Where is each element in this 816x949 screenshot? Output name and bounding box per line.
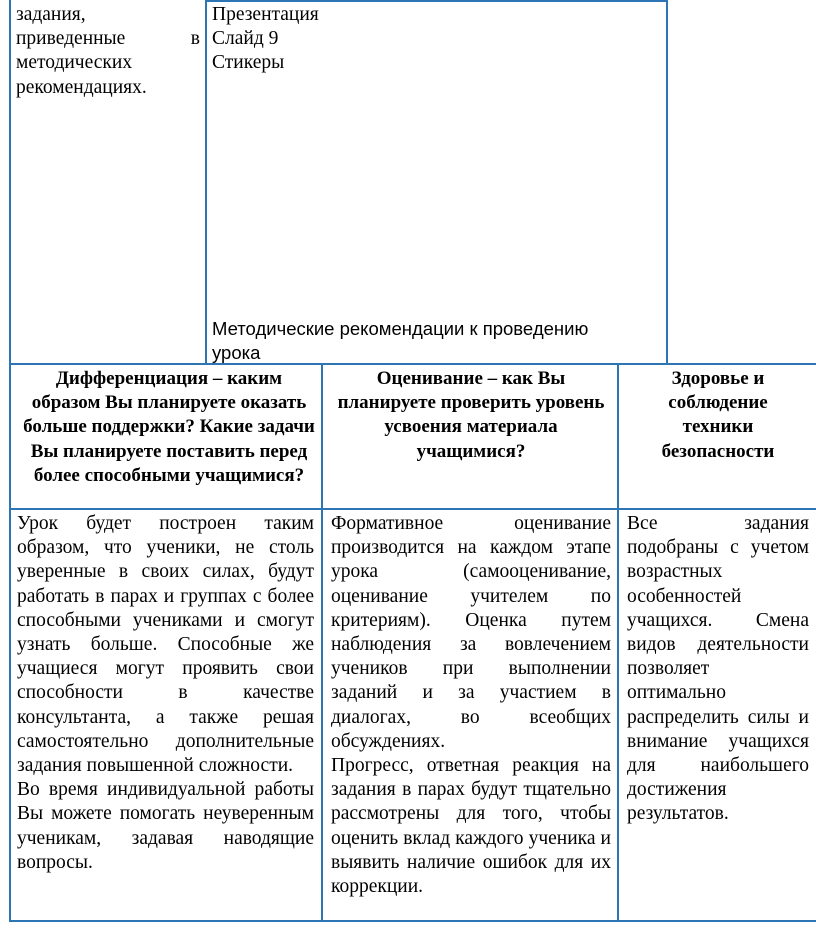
border-bottom xyxy=(9,920,816,922)
border-left xyxy=(9,0,11,922)
border-top-right xyxy=(666,0,668,364)
top-middle-cell xyxy=(212,3,662,76)
header-text: Оценивание – как Вы планируете проверить уровень усвоения материала учащимися? xyxy=(337,368,605,462)
paragraph: Во время индивидуальной работы Вы можете помогать неуверенным ученикам, задавая наводящие вопросы. xyxy=(17,779,314,873)
resource-item: Слайд 9 xyxy=(212,28,279,50)
paragraph: Все задания подобраны с учетом возрастных особенностей учащихся. Смена видов деятельности позволяет оптимально распределить силы и внимание учащихся для наибольшего достижения результатов. xyxy=(627,513,809,825)
text-line: задания, xyxy=(16,4,86,25)
resource-item: Презентация xyxy=(212,4,319,25)
header-text: Здоровье и соблюдение техники безопасности xyxy=(661,368,775,462)
resource-item: Стикеры xyxy=(212,52,285,74)
note-line: урока xyxy=(212,342,261,363)
body-assessment xyxy=(331,512,611,899)
body-differentiation xyxy=(17,512,314,875)
paragraph: Прогресс, ответная реакция на задания в парах будут тщательно рассмотрены для того, чтобы оценить вклад каждого ученика и выявить наличие ошибок для их коррекции. xyxy=(331,755,611,898)
border-header-divider xyxy=(9,508,816,510)
border-col1 xyxy=(321,364,323,922)
border-col2 xyxy=(617,364,619,922)
top-left-cell xyxy=(16,3,200,100)
paragraph: Формативное оценивание производится на каждом этапе урока (самооценивание, оценивание учителем по критериям). Оценка путем наблюдения за вовлечением учеников при выполнении заданий и за участием в диалогах, во всеобщих обсуждениях. xyxy=(331,513,611,752)
header-health xyxy=(648,367,788,464)
text-line: рекомендациях. xyxy=(16,76,147,98)
header-assessment xyxy=(330,367,612,464)
header-text: Дифференциация – каким образом Вы планируете оказать больше поддержки? Какие задачи Вы планируете поставить перед более способными учащимися? xyxy=(23,368,315,486)
header-differentiation xyxy=(22,367,316,488)
text-line: приведенные в xyxy=(16,28,200,50)
text-line: методических xyxy=(16,52,133,74)
border-top-mid xyxy=(205,0,207,364)
methodical-note xyxy=(212,317,662,365)
body-health xyxy=(627,512,809,827)
note-line: Методические рекомендации к проведению xyxy=(212,318,589,339)
border-top-edge xyxy=(205,0,668,2)
paragraph: Урок будет построен таким образом, что ученики, не столь уверенные в своих силах, будут работать в парах и группах с более способными учениками и смогут узнать больше. Способные же учащиеся могут проявить свои способности в качестве консультанта, а также решая самостоятельно дополнительные задания повышенной сложности. xyxy=(17,513,314,777)
